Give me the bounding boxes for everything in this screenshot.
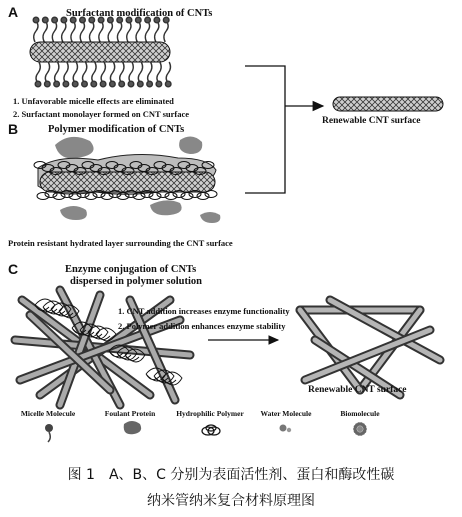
panel-a-letter: A xyxy=(8,4,19,20)
legend-icons xyxy=(45,421,367,442)
panel-b-title: Polymer modification of CNTs xyxy=(48,124,185,135)
renewable-cnt-tube xyxy=(333,97,443,111)
panel-a-note-2: 2. Surfactant monolayer formed on CNT surface xyxy=(13,109,190,119)
panel-a-title: Surfactant modification of CNTs xyxy=(66,8,213,19)
panel-c-title-line-1: Enzyme conjugation of CNTs xyxy=(65,264,197,275)
water-molecule-icon xyxy=(280,425,292,433)
panel-c-letter: C xyxy=(8,261,19,277)
panel-b-note: Protein resistant hydrated layer surrounding the CNT surface xyxy=(8,238,233,248)
polymer-cnt-illustration xyxy=(34,136,220,223)
hydrophilic-polymer-icon xyxy=(202,425,220,435)
legend-micelle-label: Micelle Molecule xyxy=(20,409,76,418)
renewable-label-bottom: Renewable CNT surface xyxy=(308,385,407,395)
surfactant-cnt-illustration xyxy=(30,17,171,87)
legend-biomolecule-label: Biomolecule xyxy=(340,409,380,418)
renewable-label-top: Renewable CNT surface xyxy=(322,116,421,126)
renewable-cnt-network xyxy=(300,300,440,395)
panel-c-note-1: 1. CNT addition increases enzyme functionality xyxy=(118,306,290,316)
caption-line-2: 纳米管纳米复合材料原理图 xyxy=(147,493,315,509)
legend-water-label: Water Molecule xyxy=(260,409,312,418)
figure-caption xyxy=(0,462,462,514)
biomolecule-icon xyxy=(353,422,367,435)
panel-a-note-1: 1. Unfavorable micelle effects are eliminated xyxy=(13,96,174,106)
micelle-molecule-icon xyxy=(45,424,53,442)
caption-line-1: 图 1 A、B、C 分别为表面活性剂、蛋白和酶改性碳 xyxy=(67,467,395,483)
panel-c-note-2: 2. Polymer addition enhances enzyme stability xyxy=(118,321,286,331)
legend-polymer-label: Hydrophilic Polymer xyxy=(176,409,244,418)
panel-c-title-line-2: dispersed in polymer solution xyxy=(70,276,202,287)
panel-b-letter: B xyxy=(8,121,19,137)
foulant-protein-icon xyxy=(124,421,141,434)
legend-protein-label: Foulant Protein xyxy=(104,409,156,418)
connector-lines xyxy=(245,66,323,193)
